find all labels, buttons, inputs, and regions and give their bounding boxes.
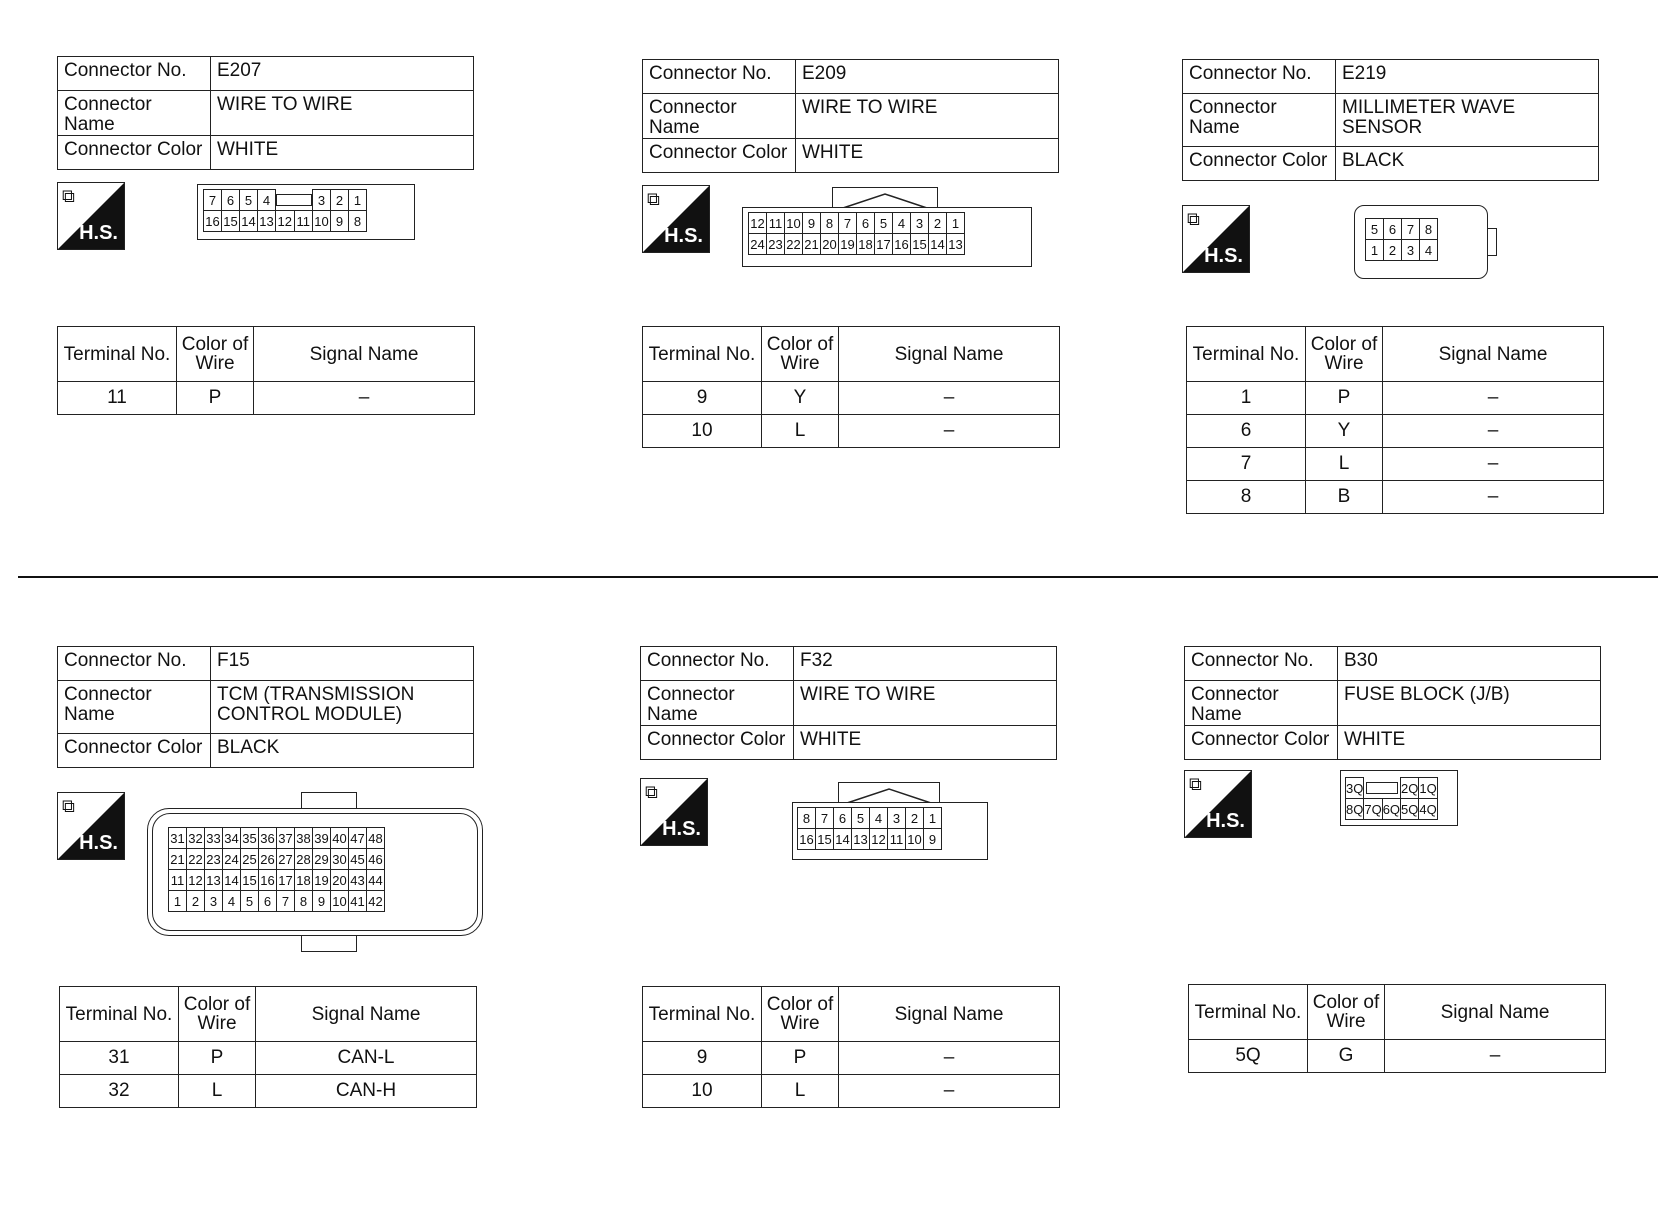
pin: 5Q xyxy=(1401,799,1419,820)
wire-color: Y xyxy=(1306,415,1383,448)
connector-face xyxy=(792,802,988,860)
pin: 13 xyxy=(852,829,870,850)
pin: 22 xyxy=(785,234,803,255)
connector-panel-e209 xyxy=(642,59,1112,441)
connector-info-table xyxy=(57,56,474,170)
pin: 9 xyxy=(313,891,331,912)
terminal-no: 9 xyxy=(643,1042,762,1075)
connector-no-value: B30 xyxy=(1338,647,1601,681)
connector-color-value: BLACK xyxy=(211,734,474,768)
pin: 24 xyxy=(749,234,767,255)
hs-label: H.S. xyxy=(79,832,118,854)
terminal-no-header: Terminal No. xyxy=(60,987,179,1042)
pin: 37 xyxy=(277,828,295,849)
signal-name-header: Signal Name xyxy=(256,987,477,1042)
pin: 9 xyxy=(924,829,942,850)
pin: 48 xyxy=(367,828,385,849)
pin: 6 xyxy=(222,190,240,211)
table-row xyxy=(1187,448,1604,481)
signal-name-header: Signal Name xyxy=(1385,985,1606,1040)
pin: 22 xyxy=(187,849,205,870)
pin: 8Q xyxy=(1346,799,1364,820)
signal-name: CAN-L xyxy=(256,1042,477,1075)
pin: 8 xyxy=(798,808,816,829)
pin: 16 xyxy=(204,211,222,232)
connector-glyph-icon: ⧉ xyxy=(645,782,658,803)
pin: 16 xyxy=(798,829,816,850)
pin: 2 xyxy=(331,190,349,211)
connector-panel-f32 xyxy=(640,646,1110,1101)
pin: 47 xyxy=(349,828,367,849)
pin: 2 xyxy=(1384,240,1402,261)
wire-color: P xyxy=(1306,382,1383,415)
wire-color-header: Color of Wire xyxy=(179,987,256,1042)
connector-color-label: Connector Color xyxy=(1183,147,1336,181)
pin: 35 xyxy=(241,828,259,849)
terminal-no: 10 xyxy=(643,1075,762,1108)
connector-no-label: Connector No. xyxy=(1183,60,1336,94)
signal-name: – xyxy=(839,382,1060,415)
terminal-table xyxy=(57,326,475,415)
wire-color: L xyxy=(179,1075,256,1108)
connector-color-label: Connector Color xyxy=(58,136,211,170)
pin: 20 xyxy=(331,870,349,891)
connector-face xyxy=(197,184,415,240)
wire-color: P xyxy=(179,1042,256,1075)
terminal-no: 5Q xyxy=(1189,1040,1308,1073)
table-row xyxy=(1187,481,1604,514)
connector-no-label: Connector No. xyxy=(641,647,794,681)
pin: 7Q xyxy=(1364,799,1382,820)
terminal-no-header: Terminal No. xyxy=(643,327,762,382)
terminal-no-header: Terminal No. xyxy=(1189,985,1308,1040)
connector-glyph-icon: ⧉ xyxy=(647,189,660,210)
pin: 7 xyxy=(816,808,834,829)
pin: 17 xyxy=(875,234,893,255)
connector-color-value: WHITE xyxy=(211,136,474,170)
connector-color-label: Connector Color xyxy=(58,734,211,768)
pin: 11 xyxy=(294,211,313,232)
terminal-no: 32 xyxy=(60,1075,179,1108)
pin: 34 xyxy=(223,828,241,849)
pin: 25 xyxy=(241,849,259,870)
pin: 3 xyxy=(205,891,223,912)
signal-name: – xyxy=(839,1042,1060,1075)
connector-name-label: Connector Name xyxy=(1185,681,1338,726)
pin: 13 xyxy=(205,870,223,891)
connector-glyph-icon: ⧉ xyxy=(1187,209,1200,230)
connector-info-table xyxy=(57,646,474,768)
pin: 6 xyxy=(259,891,277,912)
pin: 7 xyxy=(1402,219,1420,240)
terminal-no: 1 xyxy=(1187,382,1306,415)
pin: 5 xyxy=(240,190,258,211)
signal-name: – xyxy=(839,1075,1060,1108)
connector-glyph-icon: ⧉ xyxy=(62,186,75,207)
pin: 12 xyxy=(870,829,888,850)
table-row xyxy=(643,382,1060,415)
pin: 24 xyxy=(223,849,241,870)
pin: 13 xyxy=(947,234,965,255)
pin: 4 xyxy=(1420,240,1438,261)
pin: 39 xyxy=(313,828,331,849)
pin: 3 xyxy=(1402,240,1420,261)
terminal-no: 8 xyxy=(1187,481,1306,514)
connector-no-value: E219 xyxy=(1336,60,1599,94)
connector-face xyxy=(742,207,1032,267)
pin: 9 xyxy=(331,211,349,232)
connector-face xyxy=(1340,770,1458,826)
pin: 19 xyxy=(313,870,331,891)
table-row xyxy=(58,382,475,415)
table-row xyxy=(1187,415,1604,448)
hs-icon xyxy=(57,182,125,250)
pin: 14 xyxy=(240,211,258,232)
hs-icon xyxy=(57,792,125,860)
terminal-no-header: Terminal No. xyxy=(643,987,762,1042)
pin: 5 xyxy=(241,891,259,912)
pin: 11 xyxy=(169,870,187,891)
pin: 4Q xyxy=(1419,799,1437,820)
pin: 2 xyxy=(187,891,205,912)
terminal-no: 11 xyxy=(58,382,177,415)
connector-panel-e219 xyxy=(1182,59,1652,507)
wire-color: B xyxy=(1306,481,1383,514)
hs-label: H.S. xyxy=(1204,245,1243,267)
pin: 15 xyxy=(911,234,929,255)
pin: 7 xyxy=(839,213,857,234)
connector-name-label: Connector Name xyxy=(58,91,211,136)
pin: 21 xyxy=(803,234,821,255)
pin: 42 xyxy=(367,891,385,912)
pin: 28 xyxy=(295,849,313,870)
connector-name-value: WIRE TO WIRE xyxy=(794,681,1057,726)
pin: 27 xyxy=(277,849,295,870)
connector-name-label: Connector Name xyxy=(641,681,794,726)
pin: 5 xyxy=(1366,219,1384,240)
pin: 36 xyxy=(259,828,277,849)
signal-name: – xyxy=(1383,481,1604,514)
pin: 3 xyxy=(911,213,929,234)
connector-no-value: F32 xyxy=(794,647,1057,681)
pin: 10 xyxy=(331,891,349,912)
connector-face xyxy=(147,808,483,936)
pin: 4 xyxy=(258,190,276,211)
table-row xyxy=(60,1042,477,1075)
terminal-no-header: Terminal No. xyxy=(1187,327,1306,382)
wire-color: P xyxy=(762,1042,839,1075)
signal-name: – xyxy=(839,415,1060,448)
wire-color: G xyxy=(1308,1040,1385,1073)
connector-color-value: WHITE xyxy=(796,139,1059,173)
pin: 4 xyxy=(893,213,911,234)
pin: 1 xyxy=(1366,240,1384,261)
pin: 21 xyxy=(169,849,187,870)
connector-glyph-icon: ⧉ xyxy=(62,796,75,817)
wire-color: L xyxy=(1306,448,1383,481)
pin: 32 xyxy=(187,828,205,849)
pin: 18 xyxy=(295,870,313,891)
connector-info-table xyxy=(1184,646,1601,760)
pin-key xyxy=(276,190,313,211)
wire-color: Y xyxy=(762,382,839,415)
pin: 46 xyxy=(367,849,385,870)
pin: 15 xyxy=(816,829,834,850)
connector-info-table xyxy=(642,59,1059,173)
connector-color-label: Connector Color xyxy=(641,726,794,760)
terminal-table xyxy=(59,986,477,1108)
pin: 1 xyxy=(924,808,942,829)
wire-color-header: Color of Wire xyxy=(762,987,839,1042)
wire-color-header: Color of Wire xyxy=(762,327,839,382)
connector-color-value: BLACK xyxy=(1336,147,1599,181)
pin: 6 xyxy=(1384,219,1402,240)
terminal-table xyxy=(1186,326,1604,514)
connector-no-value: E207 xyxy=(211,57,474,91)
pin: 2 xyxy=(906,808,924,829)
pin: 10 xyxy=(313,211,331,232)
pin: 6Q xyxy=(1382,799,1400,820)
hs-icon xyxy=(1182,205,1250,273)
pin: 14 xyxy=(834,829,852,850)
terminal-no: 7 xyxy=(1187,448,1306,481)
pin: 45 xyxy=(349,849,367,870)
pin: 10 xyxy=(785,213,803,234)
pin: 11 xyxy=(767,213,785,234)
wire-color: L xyxy=(762,415,839,448)
pin: 8 xyxy=(295,891,313,912)
pin: 13 xyxy=(258,211,276,232)
pin-key xyxy=(1364,778,1401,799)
pin: 9 xyxy=(803,213,821,234)
pin: 5 xyxy=(852,808,870,829)
pin: 1 xyxy=(349,190,367,211)
hs-label: H.S. xyxy=(79,222,118,244)
table-row xyxy=(643,1075,1060,1108)
signal-name: – xyxy=(1383,415,1604,448)
pin: 16 xyxy=(259,870,277,891)
wire-color: P xyxy=(177,382,254,415)
signal-name: – xyxy=(254,382,475,415)
table-row xyxy=(643,415,1060,448)
pin: 8 xyxy=(821,213,839,234)
pin: 17 xyxy=(277,870,295,891)
signal-name: – xyxy=(1383,448,1604,481)
pin: 8 xyxy=(349,211,367,232)
pin: 38 xyxy=(295,828,313,849)
connector-no-label: Connector No. xyxy=(58,57,211,91)
terminal-no: 31 xyxy=(60,1042,179,1075)
wire-color-header: Color of Wire xyxy=(1306,327,1383,382)
connector-color-label: Connector Color xyxy=(1185,726,1338,760)
signal-name-header: Signal Name xyxy=(254,327,475,382)
pin: 40 xyxy=(331,828,349,849)
connector-panel-f15 xyxy=(57,646,527,1101)
table-row xyxy=(643,1042,1060,1075)
connector-no-label: Connector No. xyxy=(643,60,796,94)
terminal-no: 6 xyxy=(1187,415,1306,448)
terminal-no: 10 xyxy=(643,415,762,448)
pin: 1 xyxy=(169,891,187,912)
pin: 20 xyxy=(821,234,839,255)
connector-info-table xyxy=(640,646,1057,760)
pin: 33 xyxy=(205,828,223,849)
pin: 19 xyxy=(839,234,857,255)
pin: 12 xyxy=(187,870,205,891)
pin: 8 xyxy=(1420,219,1438,240)
connector-face xyxy=(1354,205,1488,279)
connector-name-label: Connector Name xyxy=(1183,94,1336,147)
pin: 41 xyxy=(349,891,367,912)
connector-name-value: WIRE TO WIRE xyxy=(211,91,474,136)
terminal-no: 9 xyxy=(643,382,762,415)
pin: 15 xyxy=(241,870,259,891)
connector-glyph-icon: ⧉ xyxy=(1189,774,1202,795)
pin: 30 xyxy=(331,849,349,870)
signal-name-header: Signal Name xyxy=(839,327,1060,382)
pin: 12 xyxy=(749,213,767,234)
connector-no-label: Connector No. xyxy=(1185,647,1338,681)
table-row xyxy=(60,1075,477,1108)
signal-name-header: Signal Name xyxy=(839,987,1060,1042)
hs-label: H.S. xyxy=(664,225,703,247)
pin: 2 xyxy=(929,213,947,234)
connector-color-value: WHITE xyxy=(794,726,1057,760)
pin: 26 xyxy=(259,849,277,870)
signal-name-header: Signal Name xyxy=(1383,327,1604,382)
section-divider xyxy=(18,576,1658,578)
pin: 14 xyxy=(929,234,947,255)
pin: 1 xyxy=(947,213,965,234)
connector-name-label: Connector Name xyxy=(643,94,796,139)
pin: 4 xyxy=(870,808,888,829)
pin: 1Q xyxy=(1419,778,1437,799)
connector-name-value: WIRE TO WIRE xyxy=(796,94,1059,139)
pin: 14 xyxy=(223,870,241,891)
connector-panel-e207 xyxy=(57,56,527,408)
pin: 7 xyxy=(204,190,222,211)
terminal-table xyxy=(1188,984,1606,1073)
signal-name: – xyxy=(1383,382,1604,415)
pin: 44 xyxy=(367,870,385,891)
hs-label: H.S. xyxy=(662,818,701,840)
pin: 2Q xyxy=(1401,778,1419,799)
pin: 10 xyxy=(906,829,924,850)
wire-color-header: Color of Wire xyxy=(1308,985,1385,1040)
signal-name: CAN-H xyxy=(256,1075,477,1108)
terminal-table xyxy=(642,986,1060,1108)
connector-name-label: Connector Name xyxy=(58,681,211,734)
pin: 4 xyxy=(223,891,241,912)
connector-name-value: TCM (TRANSMISSION CONTROL MODULE) xyxy=(211,681,474,734)
connector-panel-b30 xyxy=(1184,646,1654,1066)
pin: 6 xyxy=(857,213,875,234)
pin: 18 xyxy=(857,234,875,255)
pin: 11 xyxy=(888,829,906,850)
pin: 3 xyxy=(888,808,906,829)
pin: 5 xyxy=(875,213,893,234)
connector-color-value: WHITE xyxy=(1338,726,1601,760)
table-row xyxy=(1187,382,1604,415)
hs-label: H.S. xyxy=(1206,810,1245,832)
pin: 16 xyxy=(893,234,911,255)
connector-name-value: FUSE BLOCK (J/B) xyxy=(1338,681,1601,726)
connector-color-label: Connector Color xyxy=(643,139,796,173)
pin: 31 xyxy=(169,828,187,849)
terminal-no-header: Terminal No. xyxy=(58,327,177,382)
pin: 23 xyxy=(205,849,223,870)
pin: 3 xyxy=(313,190,331,211)
terminal-table xyxy=(642,326,1060,448)
connector-no-value: F15 xyxy=(211,647,474,681)
hs-icon xyxy=(642,185,710,253)
wire-color-header: Color of Wire xyxy=(177,327,254,382)
pin: 43 xyxy=(349,870,367,891)
pin: 29 xyxy=(313,849,331,870)
pin: 3Q xyxy=(1346,778,1364,799)
table-row xyxy=(1189,1040,1606,1073)
connector-name-value: MILLIMETER WAVE SENSOR xyxy=(1336,94,1599,147)
connector-no-label: Connector No. xyxy=(58,647,211,681)
wire-color: L xyxy=(762,1075,839,1108)
hs-icon xyxy=(1184,770,1252,838)
hs-icon xyxy=(640,778,708,846)
connector-no-value: E209 xyxy=(796,60,1059,94)
pin: 6 xyxy=(834,808,852,829)
pin: 15 xyxy=(222,211,240,232)
pin: 23 xyxy=(767,234,785,255)
pin: 7 xyxy=(277,891,295,912)
pin: 12 xyxy=(276,211,295,232)
signal-name: – xyxy=(1385,1040,1606,1073)
connector-info-table xyxy=(1182,59,1599,181)
